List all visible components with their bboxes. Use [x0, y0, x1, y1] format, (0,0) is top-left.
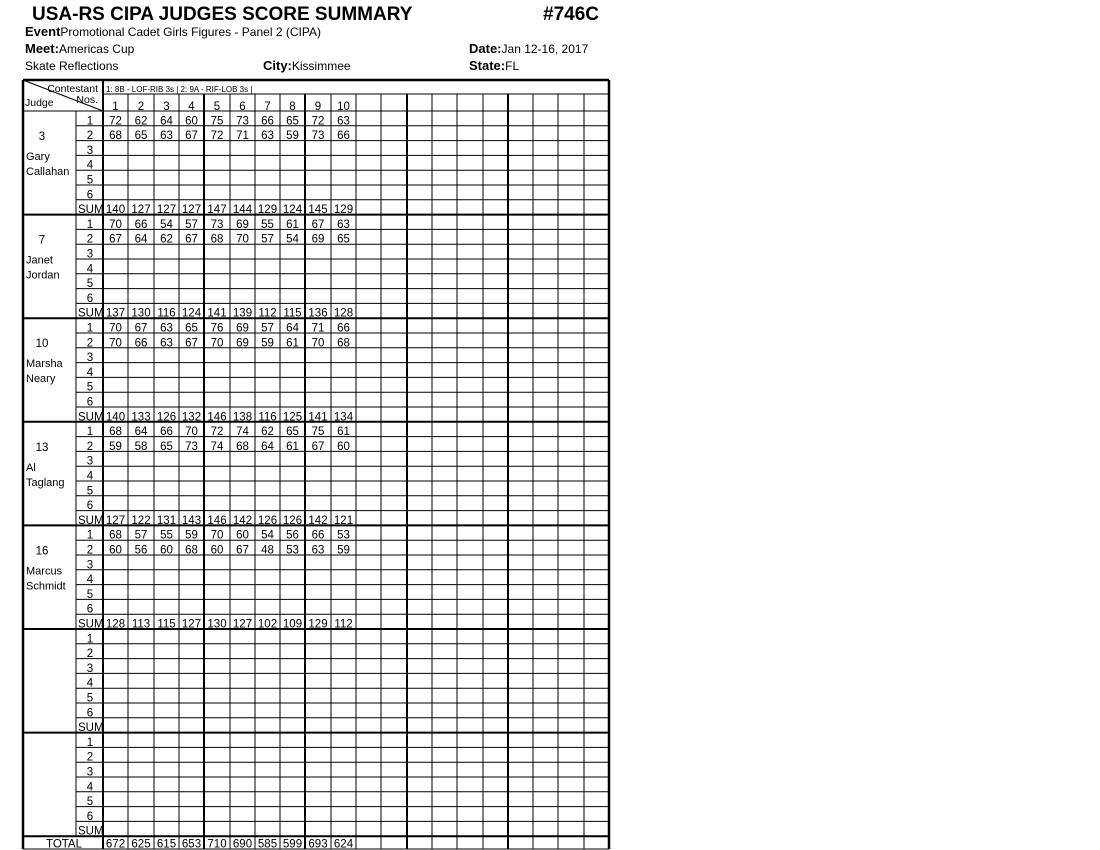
sum-cell: 142 — [308, 514, 328, 527]
score-cell: 67 — [236, 544, 249, 557]
score-cell: 64 — [286, 322, 299, 335]
score-cell: 64 — [160, 115, 173, 128]
sum-label: SUM — [78, 307, 104, 320]
score-cell: 72 — [210, 426, 224, 439]
row-number: 3 — [86, 662, 94, 675]
score-cell: 65 — [286, 115, 299, 128]
score-cell: 57 — [261, 322, 274, 335]
sum-label: SUM — [78, 825, 104, 838]
score-cell: 60 — [160, 544, 173, 557]
total-cell: 615 — [156, 838, 177, 850]
judge-last-name: Schmidt — [26, 580, 66, 593]
meet-label: Meet: — [25, 41, 59, 56]
score-cell: 73 — [185, 440, 198, 453]
score-cell: 54 — [286, 233, 299, 246]
judge-last-name: Callahan — [26, 166, 70, 178]
row-number: 2 — [86, 337, 94, 350]
score-cell: 56 — [286, 529, 299, 542]
score-cell: 59 — [185, 529, 198, 542]
score-cell: 66 — [261, 115, 274, 128]
sum-cell: 137 — [105, 307, 126, 320]
sum-cell: 109 — [282, 618, 303, 631]
score-cell: 66 — [134, 218, 148, 231]
score-cell: 57 — [185, 218, 198, 231]
row-number: 5 — [86, 174, 94, 187]
row-number: 4 — [86, 366, 94, 379]
contestant-number: 2 — [137, 101, 145, 113]
club-value: Skate Reflections — [25, 59, 119, 73]
sum-cell: 122 — [131, 514, 151, 527]
score-cell: 70 — [311, 337, 325, 350]
event-label: Event — [25, 24, 61, 39]
sum-cell: 134 — [333, 411, 354, 424]
meet-value: Americas Cup — [58, 42, 135, 56]
score-cell: 64 — [261, 440, 274, 453]
score-cell: 55 — [261, 218, 274, 231]
judge-first-name: Janet — [26, 254, 53, 267]
row-number: 6 — [86, 396, 94, 409]
total-cell: 599 — [282, 838, 303, 850]
score-cell: 70 — [109, 218, 122, 231]
score-cell: 60 — [236, 529, 249, 542]
score-cell: 68 — [337, 337, 350, 350]
score-cell: 70 — [109, 337, 122, 350]
row-number: 6 — [86, 189, 94, 202]
sum-cell: 144 — [232, 204, 253, 217]
contestant-number: 8 — [289, 101, 296, 113]
row-number: 3 — [86, 248, 94, 261]
score-cell: 63 — [337, 218, 350, 231]
score-cell: 53 — [337, 529, 350, 542]
nos-label: Nos. — [76, 94, 98, 106]
score-cell: 66 — [134, 337, 148, 350]
score-cell: 70 — [210, 337, 224, 350]
score-cell: 60 — [210, 544, 224, 557]
row-number: 3 — [86, 352, 94, 365]
score-cell: 74 — [236, 426, 249, 439]
score-cell: 60 — [109, 544, 122, 557]
score-cell: 68 — [109, 426, 122, 439]
row-number: 5 — [86, 381, 94, 394]
total-label: TOTAL — [46, 838, 82, 850]
score-cell: 73 — [311, 130, 325, 143]
sum-label: SUM — [78, 722, 104, 735]
sum-cell: 128 — [333, 307, 354, 320]
sum-cell: 126 — [156, 411, 177, 424]
row-number: 6 — [86, 603, 94, 616]
score-cell: 62 — [261, 426, 274, 439]
sum-label: SUM — [78, 204, 104, 217]
score-cell: 70 — [109, 322, 122, 335]
sum-cell: 141 — [207, 307, 227, 320]
score-cell: 67 — [311, 218, 325, 231]
score-cell: 68 — [185, 544, 198, 557]
sum-label: SUM — [78, 411, 104, 424]
total-cell: 690 — [232, 838, 253, 850]
row-number: 1 — [86, 633, 94, 646]
judge-number: 16 — [35, 545, 49, 558]
score-cell: 71 — [236, 130, 249, 143]
score-cell: 57 — [134, 529, 148, 542]
sum-cell: 125 — [282, 411, 303, 424]
score-cell: 68 — [236, 440, 249, 453]
judge-number: 10 — [35, 338, 49, 351]
sum-cell: 128 — [105, 618, 126, 631]
score-cell: 60 — [337, 440, 350, 453]
score-cell: 63 — [160, 322, 173, 335]
score-cell: 73 — [236, 115, 249, 128]
row-number: 3 — [86, 766, 94, 779]
total-cell: 672 — [105, 838, 126, 850]
sum-cell: 142 — [232, 514, 253, 527]
sum-cell: 112 — [258, 307, 277, 320]
score-cell: 72 — [109, 115, 122, 128]
sum-cell: 121 — [333, 514, 354, 527]
sum-cell: 146 — [207, 514, 227, 527]
contestant-number: 6 — [239, 101, 246, 113]
score-cell: 53 — [286, 544, 299, 557]
contestant-number: 5 — [213, 101, 221, 113]
judge-label: Judge — [25, 97, 54, 109]
score-cell: 58 — [134, 440, 148, 453]
row-number: 6 — [86, 292, 94, 305]
city-value: Kissimmee — [291, 59, 351, 73]
score-cell: 67 — [311, 440, 325, 453]
sum-cell: 124 — [282, 204, 303, 217]
score-cell: 57 — [261, 233, 274, 246]
score-cell: 67 — [185, 233, 198, 246]
judge-number: 3 — [38, 131, 46, 143]
score-cell: 72 — [210, 130, 224, 143]
judge-last-name: Jordan — [26, 269, 60, 282]
row-number: 2 — [86, 130, 94, 143]
score-cell: 74 — [210, 440, 224, 453]
sum-cell: 130 — [207, 618, 227, 631]
row-number: 2 — [86, 648, 94, 661]
score-cell: 65 — [286, 426, 299, 439]
city-label: City: — [263, 58, 292, 73]
sum-cell: 132 — [181, 411, 202, 424]
score-cell: 75 — [311, 426, 325, 439]
sum-cell: 133 — [131, 411, 151, 424]
row-number: 5 — [86, 485, 94, 498]
total-cell: 624 — [333, 838, 354, 850]
sum-cell: 145 — [308, 204, 328, 217]
judge-last-name: Neary — [26, 373, 56, 386]
score-cell: 61 — [286, 440, 299, 453]
score-cell: 62 — [134, 115, 148, 128]
score-cell: 71 — [311, 322, 325, 335]
row-number: 2 — [86, 233, 94, 246]
score-cell: 69 — [236, 322, 249, 335]
score-cell: 59 — [337, 544, 350, 557]
figures-note: 1: 8B - LOF-RIB 3s | 2: 9A - RIF-LOB 3s | — [106, 85, 253, 94]
contestant-number: 3 — [163, 101, 170, 113]
score-cell: 69 — [236, 337, 249, 350]
sum-cell: 129 — [257, 204, 278, 217]
score-cell: 61 — [337, 426, 350, 439]
row-number: 1 — [86, 115, 94, 128]
score-cell: 61 — [286, 337, 299, 350]
sum-cell: 146 — [207, 411, 227, 424]
row-number: 4 — [86, 263, 94, 276]
score-cell: 67 — [109, 233, 122, 246]
sum-cell: 139 — [232, 307, 253, 320]
score-cell: 64 — [134, 233, 148, 246]
total-cell: 653 — [181, 838, 202, 850]
sum-cell: 147 — [207, 204, 227, 217]
row-number: 5 — [86, 588, 94, 601]
score-cell: 68 — [109, 529, 122, 542]
sum-cell: 127 — [181, 204, 202, 217]
score-cell: 68 — [109, 130, 122, 143]
sum-cell: 113 — [131, 618, 151, 631]
sum-cell: 136 — [308, 307, 328, 320]
score-cell: 66 — [311, 529, 325, 542]
score-cell: 65 — [185, 322, 198, 335]
row-number: 3 — [86, 144, 94, 157]
sum-cell: 129 — [333, 204, 354, 217]
sum-cell: 115 — [283, 307, 302, 320]
sum-cell: 127 — [181, 618, 202, 631]
row-number: 5 — [86, 278, 94, 291]
row-number: 6 — [86, 500, 94, 513]
event-value: Promotional Cadet Girls Figures - Panel 2 (CIPA) — [60, 25, 321, 39]
row-number: 2 — [86, 544, 94, 557]
score-cell: 65 — [337, 233, 350, 246]
row-number: 2 — [86, 440, 94, 453]
contestant-number: 1 — [112, 101, 119, 113]
state-value: FL — [505, 59, 520, 73]
sum-cell: 130 — [131, 307, 151, 320]
row-number: 4 — [86, 677, 94, 690]
sum-cell: 141 — [308, 411, 328, 424]
score-cell: 75 — [210, 115, 224, 128]
row-number: 3 — [86, 455, 94, 468]
date-label: Date: — [469, 41, 502, 56]
score-cell: 59 — [109, 440, 122, 453]
row-number: 1 — [86, 322, 94, 335]
score-cell: 56 — [134, 544, 148, 557]
total-cell: 710 — [207, 838, 227, 850]
sum-cell: 140 — [105, 411, 126, 424]
score-cell: 63 — [311, 544, 325, 557]
row-number: 5 — [86, 796, 94, 809]
score-cell: 67 — [185, 130, 198, 143]
sum-cell: 138 — [232, 411, 253, 424]
score-cell: 69 — [236, 218, 249, 231]
sum-cell: 116 — [157, 307, 176, 320]
sum-cell: 112 — [334, 618, 353, 631]
score-cell: 63 — [337, 115, 350, 128]
row-number: 6 — [86, 810, 94, 823]
judge-first-name: Al — [26, 461, 36, 474]
judge-first-name: Gary — [26, 151, 50, 163]
row-number: 3 — [86, 559, 94, 572]
sum-cell: 126 — [282, 514, 303, 527]
score-cell: 67 — [134, 322, 148, 335]
judge-number: 13 — [35, 441, 49, 454]
score-cell: 63 — [160, 337, 173, 350]
state-label: State: — [469, 58, 506, 73]
score-cell: 65 — [160, 440, 173, 453]
score-cell: 69 — [311, 233, 325, 246]
score-cell: 72 — [311, 115, 325, 128]
contestant-number: 7 — [264, 101, 271, 113]
row-number: 1 — [86, 736, 94, 749]
sum-cell: 143 — [181, 514, 202, 527]
score-cell: 62 — [160, 233, 173, 246]
document-number: #746C — [543, 4, 599, 25]
contestant-number: 10 — [337, 101, 350, 113]
score-cell: 65 — [134, 130, 148, 143]
row-number: 4 — [86, 470, 94, 483]
sum-cell: 127 — [232, 618, 253, 631]
row-number: 1 — [86, 529, 94, 542]
row-number: 5 — [86, 692, 94, 705]
row-number: 1 — [86, 218, 94, 231]
contestant-label: Contestant — [47, 83, 98, 95]
sum-cell: 102 — [257, 618, 278, 631]
score-cell: 66 — [160, 426, 173, 439]
score-cell: 59 — [286, 130, 299, 143]
score-cell: 68 — [210, 233, 224, 246]
sum-cell: 129 — [308, 618, 328, 631]
sum-cell: 126 — [257, 514, 278, 527]
sum-cell: 127 — [105, 514, 126, 527]
judge-number: 7 — [38, 234, 46, 247]
judge-first-name: Marcus — [26, 565, 63, 578]
row-number: 6 — [86, 707, 94, 720]
score-cell: 48 — [261, 544, 274, 557]
report-title: USA-RS CIPA JUDGES SCORE SUMMARY — [32, 4, 413, 25]
sum-cell: 115 — [157, 618, 176, 631]
total-cell: 625 — [131, 838, 151, 850]
score-cell: 70 — [236, 233, 249, 246]
sum-cell: 116 — [258, 411, 277, 424]
sum-cell: 131 — [156, 514, 177, 527]
score-cell: 66 — [337, 322, 350, 335]
contestant-number: 9 — [314, 101, 322, 113]
row-number: 2 — [86, 751, 94, 764]
score-cell: 66 — [337, 130, 350, 143]
sum-cell: 124 — [181, 307, 202, 320]
contestant-number: 4 — [188, 101, 195, 113]
sum-label: SUM — [78, 514, 104, 527]
row-number: 4 — [86, 574, 94, 587]
sum-label: SUM — [78, 618, 104, 631]
score-cell: 61 — [286, 218, 299, 231]
score-cell: 70 — [210, 529, 224, 542]
score-cell: 63 — [261, 130, 274, 143]
score-cell: 70 — [185, 426, 198, 439]
sum-cell: 140 — [105, 204, 126, 217]
score-cell: 76 — [210, 322, 224, 335]
score-cell: 54 — [261, 529, 274, 542]
date-value: Jan 12-16, 2017 — [501, 42, 589, 56]
sum-cell: 127 — [131, 204, 151, 217]
score-cell: 63 — [160, 130, 173, 143]
total-cell: 585 — [257, 838, 278, 850]
row-number: 1 — [86, 426, 94, 439]
score-cell: 64 — [134, 426, 148, 439]
score-cell: 55 — [160, 529, 173, 542]
total-cell: 693 — [308, 838, 328, 850]
row-number: 4 — [86, 159, 94, 172]
score-cell: 73 — [210, 218, 224, 231]
judge-first-name: Marsha — [26, 358, 63, 371]
row-number: 4 — [86, 781, 94, 794]
score-cell: 67 — [185, 337, 198, 350]
score-cell: 59 — [261, 337, 274, 350]
sum-cell: 127 — [156, 204, 177, 217]
score-cell: 60 — [185, 115, 198, 128]
judge-last-name: Taglang — [26, 476, 65, 489]
score-cell: 54 — [160, 218, 173, 231]
